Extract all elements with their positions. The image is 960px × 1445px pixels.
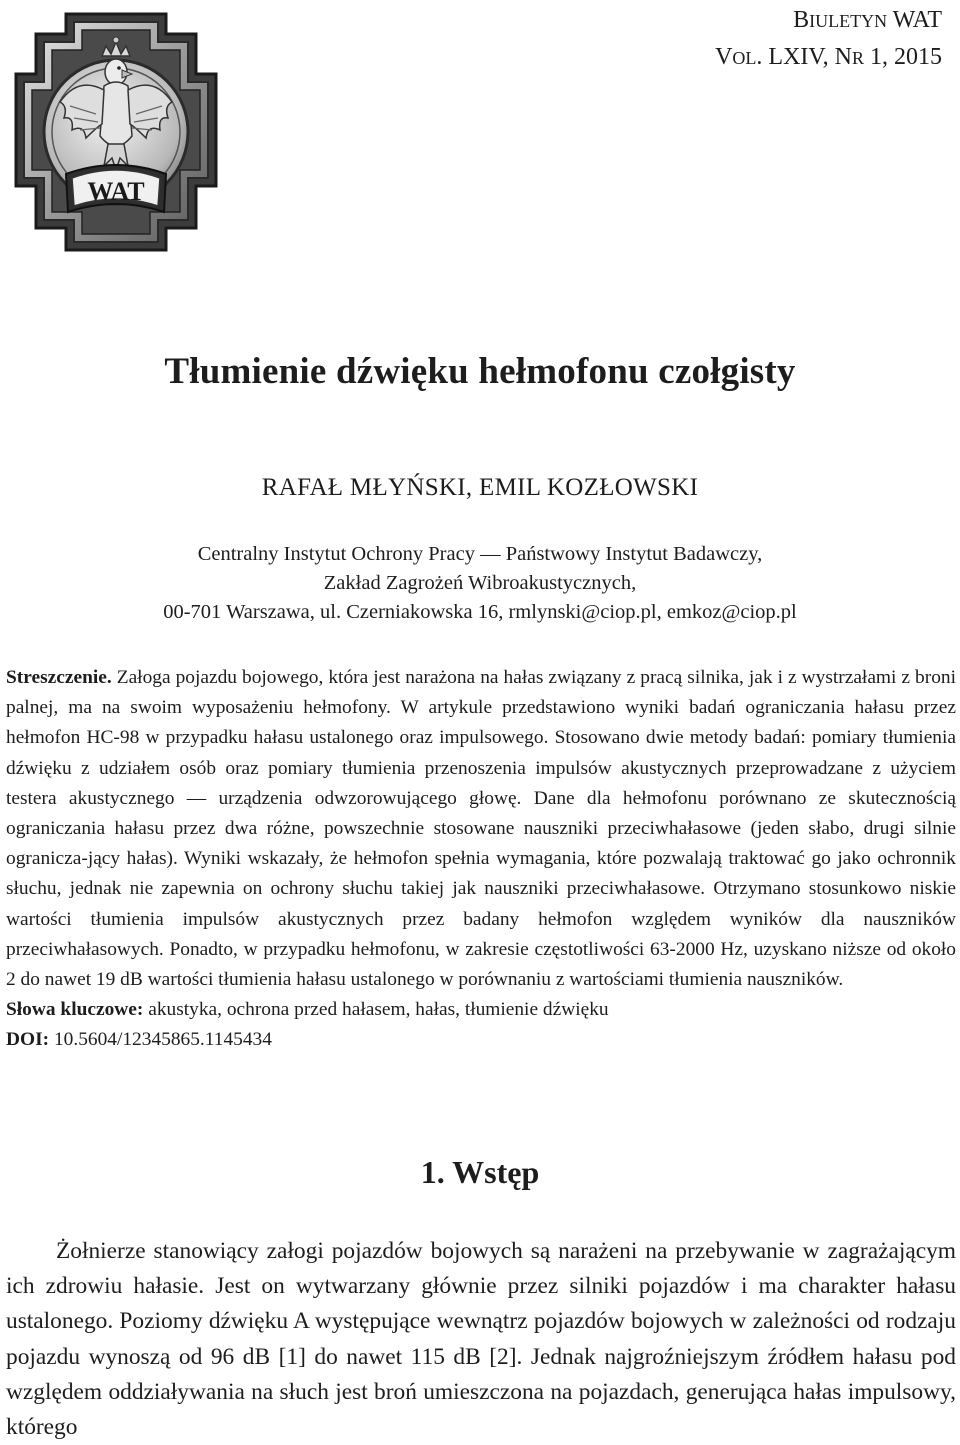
body-paragraph: Żołnierze stanowiący załogi pojazdów bojowych są narażeni na przebywanie w zagrażającym ich zdrowiu hałasie. Jest on wytwarzany głównie przez silniki pojazdów i ma charakter hałasu ustalonego. Poziomy dźwięku A występujące wewnątrz pojazdów bojowych w zależności od rodzaju pojazdu wynoszą od 96 dB [1] do nawet 115 dB [2]. Jednak najgroźniejszym źródłem hałasu pod względem oddziaływania na słuch jest broń umieszczona na pojazdach, generująca hałas impulsowy, którego (6, 1238, 956, 1441)
affiliation-line: Centralny Instytut Ochrony Pracy — Państwowy Instytut Badawczy, (197, 543, 763, 565)
keywords-label: Słowa kluczowe: (6, 999, 144, 1021)
paper-authors: RAFAŁ MŁYŃSKI, EMIL KOZŁOWSKI (261, 474, 699, 501)
paper-title: Tłumienie dźwięku hełmofonu czołgisty (164, 351, 796, 392)
author-affiliation (0, 540, 960, 627)
doi-value: 10.5604/12345865.1145434 (53, 1029, 272, 1051)
body-text (6, 1234, 956, 1445)
abstract-text: Załoga pojazdu bojowego, która jest narażona na hałas związany z pracą silnika, jak i z wystrzałami z broni palnej, ma na swoim wyposażeniu hełmofony. W artykule przedstawiono wyniki badań ograniczania hałasu przez hełmofon HC-98 w przypadku hałasu ustalonego oraz impulsowego. Stosowano dwie metody badań: pomiary tłumienia dźwięku z udziałem osób oraz pomiary tłumienia przenoszenia impulsów akustycznych przeprowadzane z użyciem testera akustycznego — urządzenia odwzorowującego głowę. Dane dla hełmofonu porównano ze skutecznością ograniczania hałasu przez dwa różne, powszechnie stosowane nauszniki przeciwhałasowe (jeden słabo, drugi silnie ogranicza-jący hałas). Wyniki wskazały, że hełmofon spełnia wymagania, które pozwalają traktować go jako ochronnik słuchu, jednak nie zapewnia on ochrony słuchu takiej jak nauszniki przeciwhałasowe. Otrzymano stosunkowo niskie wartości tłumienia impulsów akustycznych przez badany hełmofon względem wyników dla nauszników przeciwhałasowych. Ponadto, w przypadku hełmofonu, w zakresie częstotliwości 63-2000 Hz, uzyskano niższe od około 2 do nawet 19 dB wartości tłumienia hałasu ustalonego w porównaniu z wartościami tłumienia nauszników. (6, 667, 956, 991)
logo-text: WAT (87, 177, 145, 206)
doi (6, 1025, 956, 1055)
journal-header (715, 2, 942, 76)
section-heading: 1. Wstęp (420, 1154, 540, 1190)
abstract-paragraph (6, 663, 956, 995)
abstract-label: Streszczenie. (6, 667, 112, 688)
wat-eagle-emblem-icon (8, 6, 224, 258)
journal-name: BIULETYN WAT (793, 7, 942, 33)
journal-volume: VOL. LXIV, NR 1, 2015 (715, 44, 942, 70)
keywords-text: akustyka, ochrona przed hałasem, hałas, tłumienie dźwięku (148, 999, 609, 1021)
doi-label: DOI: (6, 1029, 50, 1051)
abstract (6, 663, 956, 1056)
keywords (6, 995, 956, 1025)
affiliation-line: Zakład Zagrożeń Wibroakustycznych, (323, 572, 637, 594)
wat-emblem-logo (8, 6, 224, 258)
affiliation-line: 00-701 Warszawa, ul. Czerniakowska 16, rmlynski@ciop.pl, emkoz@ciop.pl (163, 601, 797, 623)
